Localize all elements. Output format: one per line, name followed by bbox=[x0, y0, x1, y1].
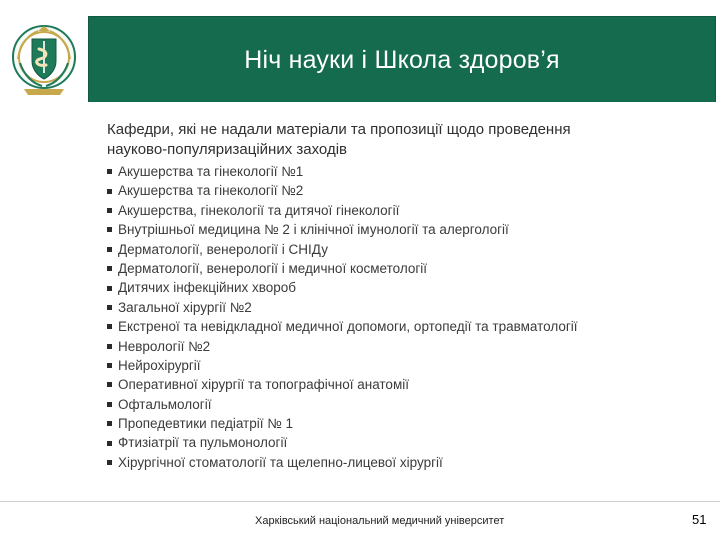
bullet-icon bbox=[107, 402, 112, 407]
bullet-icon bbox=[107, 344, 112, 349]
list-item-label: Акушерства та гінекології №2 bbox=[118, 183, 304, 199]
list-item bbox=[107, 453, 697, 472]
list-item-label: Дерматології, венерології і медичної косметології bbox=[118, 260, 428, 276]
bullet-icon bbox=[107, 227, 112, 232]
bullet-icon bbox=[107, 363, 112, 368]
list-item-label: Екстреної та невідкладної медичної допомоги, ортопедії та травматології bbox=[118, 319, 578, 335]
bullet-icon bbox=[107, 441, 112, 446]
bullet-icon bbox=[107, 421, 112, 426]
department-list bbox=[107, 162, 697, 472]
list-item-label: Дитячих інфекційних хвороб bbox=[118, 280, 297, 296]
section-heading bbox=[107, 120, 697, 160]
list-item bbox=[107, 337, 697, 356]
list-item-label: Фтизіатрії та пульмонології bbox=[118, 435, 288, 451]
list-item-label: Акушерства та гінекології №1 bbox=[118, 164, 304, 179]
list-item bbox=[107, 220, 697, 239]
bullet-icon bbox=[107, 169, 112, 174]
list-item bbox=[107, 375, 697, 394]
university-logo bbox=[4, 18, 84, 100]
list-item-label: Хірургічної стоматології та щелепно-лицевої хірургії bbox=[118, 454, 443, 470]
footer-divider bbox=[0, 501, 720, 502]
list-item bbox=[107, 259, 697, 278]
bullet-icon bbox=[107, 286, 112, 291]
bullet-icon bbox=[107, 382, 112, 387]
bullet-icon bbox=[107, 305, 112, 310]
list-item bbox=[107, 356, 697, 375]
page-number: 51 bbox=[692, 512, 707, 527]
title-bar bbox=[88, 16, 716, 104]
list-item bbox=[107, 278, 697, 297]
bullet-icon bbox=[107, 189, 112, 194]
list-item bbox=[107, 240, 697, 259]
list-item bbox=[107, 317, 697, 336]
section-heading-line1: Кафедри, які не надали матеріали та пропозиції щодо проведення bbox=[107, 121, 571, 138]
list-item bbox=[107, 395, 697, 414]
list-item bbox=[107, 433, 697, 452]
list-item-label: Неврології №2 bbox=[118, 338, 211, 354]
list-item bbox=[107, 414, 697, 433]
list-item-label: Дерматології, венерології і СНІДу bbox=[118, 241, 328, 257]
list-item-label: Внутрішньої медицина № 2 і клінічної імунології та алергології bbox=[118, 222, 509, 238]
page-title: Ніч науки і Школа здоров’я bbox=[244, 45, 560, 74]
bullet-icon bbox=[107, 266, 112, 271]
footer-university-name: Харківський національний медичний університет bbox=[255, 515, 505, 527]
bullet-icon bbox=[107, 324, 112, 329]
list-item-label: Пропедевтики педіатрії № 1 bbox=[118, 416, 293, 432]
bullet-icon bbox=[107, 208, 112, 213]
list-item bbox=[107, 298, 697, 317]
list-item-label: Офтальмології bbox=[118, 396, 212, 412]
bullet-icon bbox=[107, 247, 112, 252]
list-item-label: Оперативної хірургії та топографічної анатомії bbox=[118, 377, 409, 393]
list-item bbox=[107, 162, 697, 181]
list-item-label: Загальної хірургії №2 bbox=[118, 299, 252, 315]
list-item-label: Акушерства, гінекології та дитячої гінекології bbox=[118, 202, 400, 218]
section-heading-line2: науково-популяризаційних заходів bbox=[107, 141, 347, 158]
list-item-label: Нейрохірургії bbox=[118, 357, 201, 373]
list-item bbox=[107, 201, 697, 220]
list-item bbox=[107, 181, 697, 200]
content-area bbox=[0, 102, 720, 502]
bullet-icon bbox=[107, 460, 112, 465]
